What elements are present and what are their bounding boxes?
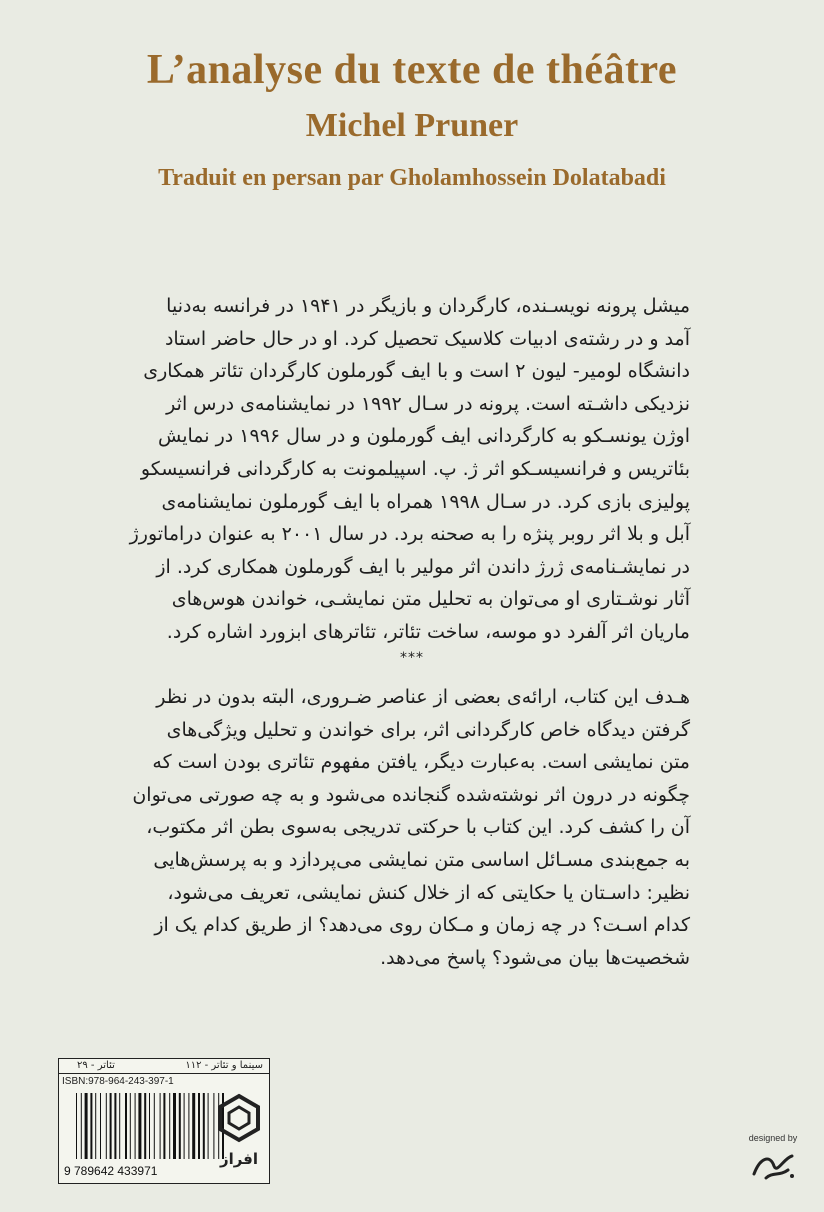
barcode-bar <box>179 1093 181 1159</box>
barcode-bar <box>144 1093 146 1159</box>
barcode-bar <box>160 1093 161 1159</box>
bio-line: آثار نوشـتاری او می‌توان به تحلیل متن نمایشـی، خواندن هوس‌های <box>171 588 690 611</box>
barcode-bar <box>169 1093 170 1159</box>
bio-line: اوژن یونسـکو به کارگردانی ایف گورملون و در سال ۱۹۹۶ در نمایش <box>158 425 690 448</box>
series-right: سینما و تئاتر - ۱۱۲ <box>185 1060 263 1071</box>
bio-line: پولیزی بازی کرد. در سـال ۱۹۹۸ همراه با ایف گورملون نمایشنامه‌ی <box>161 490 690 513</box>
barcode-bar <box>90 1093 92 1159</box>
publisher-logo <box>216 1092 262 1172</box>
summary-line: کدام اسـت؟ در چه زمان و مـکان روی می‌دهد؟ از طریق کدام یک از <box>154 914 690 937</box>
barcode-bar <box>163 1093 165 1159</box>
barcode-bar <box>213 1093 214 1159</box>
barcode-bar <box>203 1093 205 1159</box>
barcode-bar <box>135 1093 136 1159</box>
barcode-bar <box>184 1093 185 1159</box>
barcode-bar <box>100 1093 101 1159</box>
barcode-bar <box>106 1093 107 1159</box>
series-left: تئاتر - ۲۹ <box>77 1060 115 1071</box>
bio-line: آبل و بلا اثر روبر پنژه را به صحنه برد. در سال ۲۰۰۱ به عنوان دراماتورژ <box>129 523 690 546</box>
summary-line: گرفتن دیدگاه خاص کارگردانی اثر، برای خواندن و تحلیل ویژگی‌های <box>166 718 690 741</box>
summary-line: شخصیت‌ها بیان می‌شود؟ پاسخ می‌دهد. <box>380 946 690 969</box>
bio-line: ماریان اثر آلفرد دو موسه، ساخت تئاتر، تئاترهای ابزورد اشاره کرد. <box>166 620 690 643</box>
barcode-bar <box>198 1093 200 1159</box>
bio-line: آمد و در رشته‌ی ادبیات کلاسیک تحصیل کرد. او در حال حاضر استاد <box>164 327 690 350</box>
barcode-bar <box>208 1093 209 1159</box>
summary-line: متن نمایشی است. به‌عبارت دیگر، یافتن مفهوم تئاتری بودن است که <box>152 751 690 774</box>
barcode-bar <box>119 1093 120 1159</box>
barcode-bar <box>114 1093 116 1159</box>
barcode-bar <box>154 1093 155 1159</box>
barcode-bar <box>76 1093 77 1159</box>
designer-signature-logo <box>748 1148 800 1184</box>
barcode-bar <box>81 1093 82 1159</box>
designed-by-label: designed by <box>748 1133 798 1143</box>
summary-line: به جمع‌بندی مسـائل اساسی متن نمایشی می‌پردازد و به پرسش‌هایی <box>153 848 690 871</box>
barcode-bar <box>149 1093 150 1159</box>
bio-line: بئاتریس و فرانسیسـکو اثر ژ. پ. اسپیلمونت به کارگردانی فرانسیسکو <box>140 457 690 480</box>
barcode-bar <box>130 1093 131 1159</box>
bio-line: میشل پرونه نویسـنده، کارگردان و بازیگر در ۱۹۴۱ در فرانسه به‌دنیا <box>166 295 690 317</box>
translator-credit: Traduit en persan par Gholamhossein Dolatabadi <box>158 165 666 191</box>
barcode-bar <box>192 1093 195 1159</box>
book-title: L’analyse du texte de théâtre <box>146 47 678 93</box>
barcode-bar <box>125 1093 127 1159</box>
series-info <box>59 1059 269 1074</box>
barcode-digits: 9 789642 433971 <box>64 1164 158 1178</box>
summary-line: آن را کشف کرد. این کتاب با حرکتی تدریجی به‌سوی بطن اثر مکتوب، <box>146 816 690 839</box>
summary-line: نظیر: داسـتان یا حکایتی که از خلال کنش نمایشی، تعریف می‌شود، <box>167 881 690 904</box>
barcode-bar <box>110 1093 112 1159</box>
isbn-number: ISBN:978-964-243-397-1 <box>62 1076 174 1087</box>
publisher-name: افراز <box>219 1150 259 1168</box>
barcode-bar <box>188 1093 189 1159</box>
barcode-bar <box>95 1093 96 1159</box>
bio-line: نزدیکی داشـته است. پرونه در سـال ۱۹۹۲ در نمایشنامه‌ی درس اثر <box>166 392 690 415</box>
book-summary <box>128 681 690 974</box>
bio-line: در نمایشـنامه‌ی ژرژ داندن اثر مولیر با ایف گورملون همکاری کرد. از <box>156 555 690 578</box>
section-separator: *** <box>400 650 424 666</box>
bio-line: دانشگاه لومیر- لیون ۲ است و با ایف گورملون کارگردان تئاتر همکاری <box>143 360 690 383</box>
author-name: Michel Pruner <box>305 107 519 144</box>
barcode-bar <box>173 1093 176 1159</box>
summary-line: هـدف این کتاب، ارائه‌ی بعضی از عناصر ضـروری، البته بدون در نظر <box>156 686 690 708</box>
barcode-bar <box>138 1093 141 1159</box>
summary-line: چگونه در درون اثر نوشته‌شده گنجانده می‌شود و به چه صورتی می‌توان <box>132 783 690 806</box>
author-biography <box>128 290 690 649</box>
barcode-bar <box>85 1093 88 1159</box>
